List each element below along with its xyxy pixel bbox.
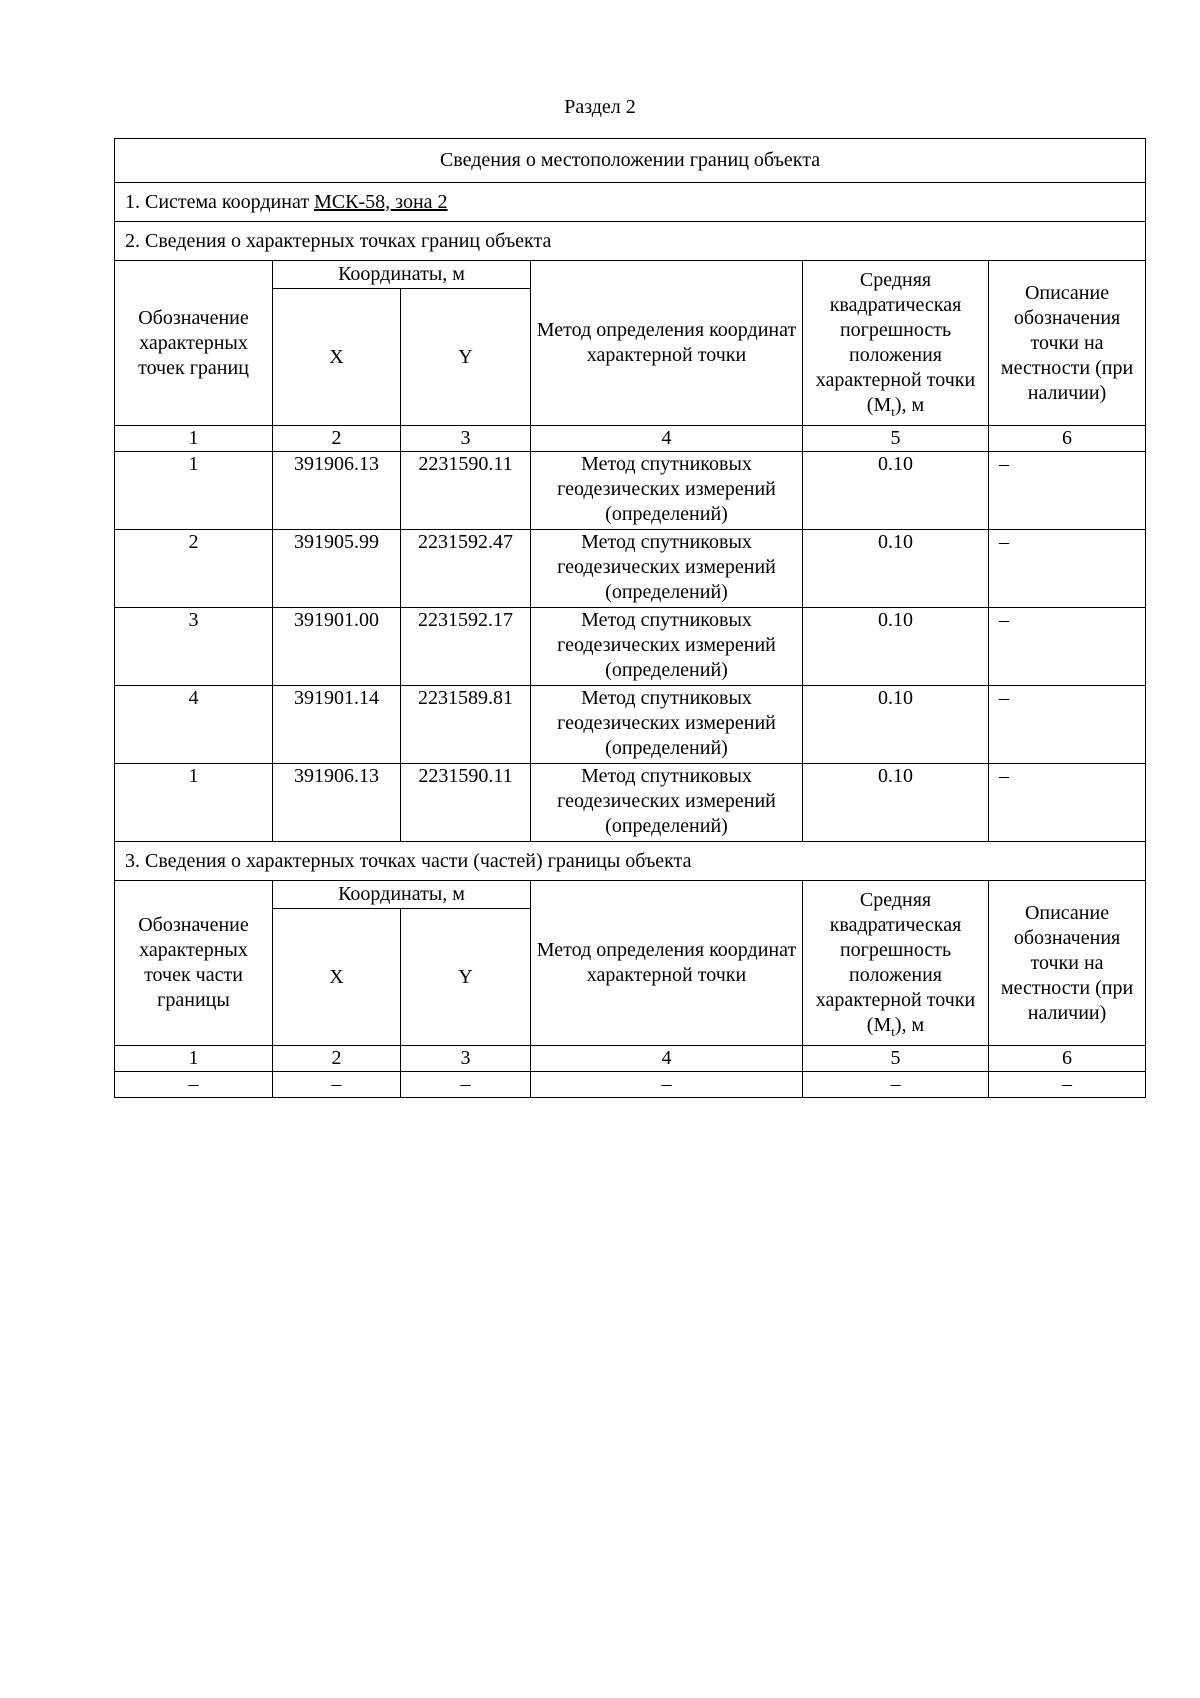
column-numbers-row [115, 426, 1146, 452]
column-number: 4 [531, 426, 803, 452]
table-title: Сведения о местоположении границ объекта [115, 139, 1146, 183]
cell-point: 1 [115, 452, 273, 530]
coord-system-value: МСК-58, зона 2 [314, 190, 448, 213]
coord-system-label: 1. Система координат [125, 190, 315, 213]
cell-x: 391901.00 [273, 608, 401, 686]
cell-description: – [989, 452, 1146, 530]
cell-error: 0.10 [803, 608, 989, 686]
column-number: – [401, 1072, 531, 1098]
empty-row [115, 1072, 1146, 1098]
cell-method: Метод спутниковых геодезических измерений (определений) [531, 686, 803, 764]
header-coords-part: Координаты, м [273, 881, 531, 909]
cell-point: 1 [115, 764, 273, 842]
column-number: – [803, 1072, 989, 1098]
header-error-part: Средняя квадратическая погрешность положения характерной точки $(M_t)$, м [803, 881, 989, 1046]
column-number: 3 [401, 1046, 531, 1072]
table-row [115, 530, 1146, 608]
cell-description: – [989, 530, 1146, 608]
header-description-part: Описание обозначения точки на местности (при наличии) [989, 881, 1146, 1046]
cell-point: 4 [115, 686, 273, 764]
cell-point: 2 [115, 530, 273, 608]
column-number: 2 [273, 1046, 401, 1072]
cell-x: 391906.13 [273, 764, 401, 842]
column-number: 4 [531, 1046, 803, 1072]
column-number: – [115, 1072, 273, 1098]
cell-error: 0.10 [803, 530, 989, 608]
cell-method: Метод спутниковых геодезических измерений (определений) [531, 452, 803, 530]
column-number: – [989, 1072, 1146, 1098]
column-number: 6 [989, 1046, 1146, 1072]
cell-description: – [989, 764, 1146, 842]
cell-method: Метод спутниковых геодезических измерений (определений) [531, 764, 803, 842]
cell-method: Метод спутниковых геодезических измерений (определений) [531, 530, 803, 608]
coord-system-row [115, 183, 1146, 222]
column-number: 5 [803, 1046, 989, 1072]
cell-y: 2231592.17 [401, 608, 531, 686]
header-method: Метод определения координат характерной точки [531, 261, 803, 426]
table-row [115, 764, 1146, 842]
page-heading: Раздел 2 [564, 96, 636, 118]
cell-y: 2231592.47 [401, 530, 531, 608]
cell-x: 391906.13 [273, 452, 401, 530]
header-method-part: Метод определения координат характерной точки [531, 881, 803, 1046]
cell-y: 2231590.11 [401, 452, 531, 530]
column-number: 3 [401, 426, 531, 452]
table-row [115, 686, 1146, 764]
column-number: 1 [115, 1046, 273, 1072]
header-x-part: X [273, 909, 401, 1046]
column-number: 2 [273, 426, 401, 452]
cell-x: 391905.99 [273, 530, 401, 608]
cell-description: – [989, 608, 1146, 686]
header-error: Средняя квадратическая погрешность положения характерной точки $(M_t)$, м [803, 261, 989, 426]
cell-y: 2231589.81 [401, 686, 531, 764]
column-number: 6 [989, 426, 1146, 452]
cell-description: – [989, 686, 1146, 764]
cell-error: 0.10 [803, 764, 989, 842]
cell-error: 0.10 [803, 452, 989, 530]
header-point: Обозначение характерных точек границ [115, 261, 273, 426]
header-coords: Координаты, м [273, 261, 531, 289]
table-row [115, 608, 1146, 686]
header-point-part: Обозначение характерных точек части границы [115, 881, 273, 1046]
column-number: – [531, 1072, 803, 1098]
section3-title: 3. Сведения о характерных точках части (частей) границы объекта [115, 842, 1146, 881]
boundary-table [114, 138, 1146, 1098]
column-numbers-row-part [115, 1046, 1146, 1072]
header-y: Y [401, 289, 531, 426]
cell-x: 391901.14 [273, 686, 401, 764]
table-row [115, 452, 1146, 530]
section2-title: 2. Сведения о характерных точках границ объекта [115, 222, 1146, 261]
header-y-part: Y [401, 909, 531, 1046]
column-number: – [273, 1072, 401, 1098]
cell-point: 3 [115, 608, 273, 686]
cell-method: Метод спутниковых геодезических измерений (определений) [531, 608, 803, 686]
column-number: 1 [115, 426, 273, 452]
cell-y: 2231590.11 [401, 764, 531, 842]
header-description: Описание обозначения точки на местности (при наличии) [989, 261, 1146, 426]
column-number: 5 [803, 426, 989, 452]
cell-error: 0.10 [803, 686, 989, 764]
header-x: X [273, 289, 401, 426]
